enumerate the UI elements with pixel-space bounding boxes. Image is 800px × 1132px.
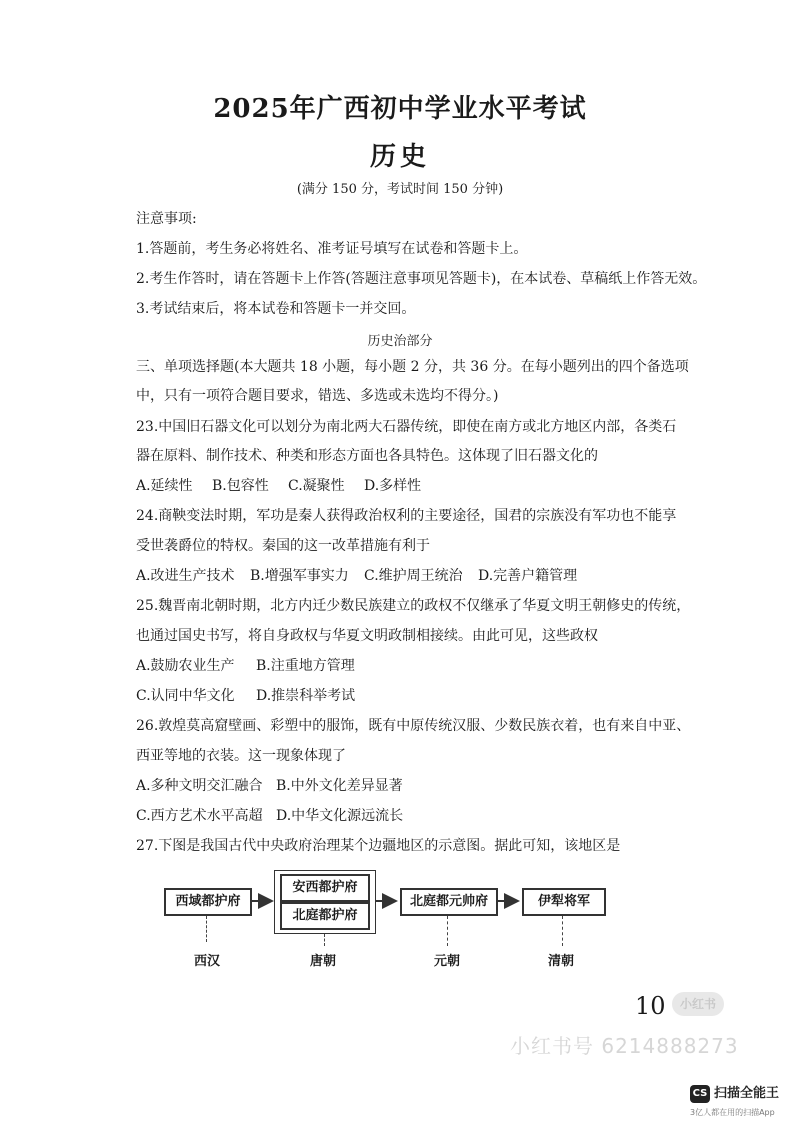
option-d: D.完善户籍管理 <box>478 568 578 584</box>
box-xiyu: 西域都护府 <box>164 888 252 916</box>
question-23-options <box>136 475 421 495</box>
option-b: B.包容性 <box>212 478 269 494</box>
option-c: C.认同中华文化 <box>136 688 235 704</box>
option-c: C.凝聚性 <box>288 478 345 494</box>
question-26-options <box>136 805 403 825</box>
question-27-stem: 27.下图是我国古代中央政府治理某个边疆地区的示意图。据此可知，该地区是 <box>136 838 621 854</box>
dash-line <box>324 934 325 946</box>
question-23-stem: 器在原料、制作技术、种类和形态方面也各具特色。这体现了旧石器文化的 <box>136 448 598 464</box>
box-yili: 伊犁将军 <box>522 888 606 916</box>
notice-item: 1.答题前，考生务必将姓名、准考证号填写在试卷和答题卡上。 <box>136 241 528 257</box>
section-instruction: 三、单项选择题(本大题共 18 小题，每小题 2 分，共 36 分。在每小题列出的四个备选项 <box>136 359 689 375</box>
dynasty-label: 元朝 <box>434 954 461 969</box>
option-a: A.改进生产技术 <box>136 568 235 584</box>
box-beiting-yuanshuai: 北庭都元帅府 <box>400 888 498 916</box>
box-anxi: 安西都护府 <box>280 874 370 902</box>
option-a: A.鼓励农业生产 <box>136 658 235 674</box>
option-b: B.中外文化差异显著 <box>276 778 403 794</box>
subject-title: 历史 <box>369 142 430 172</box>
notice-item: 2.考生作答时，请在答题卡上作答(答题注意事项见答题卡)，在本试卷、草稿纸上作答无效。 <box>136 271 707 287</box>
box-beiting: 北庭都护府 <box>280 902 370 930</box>
exam-title: 2025年广西初中学业水平考试 <box>213 94 587 124</box>
question-26-options <box>136 775 403 795</box>
option-a: A.多种文明交汇融合 <box>136 778 263 794</box>
question-24-stem: 受世袭爵位的特权。秦国的这一改革措施有利于 <box>136 538 430 554</box>
option-b: B.增强军事实力 <box>250 568 349 584</box>
question-26-stem: 26.敦煌莫高窟壁画、彩塑中的服饰，既有中原传统汉服、少数民族衣着，也有来自中亚、 <box>136 718 691 734</box>
option-c: C.西方艺术水平高超 <box>136 808 263 824</box>
option-d: D.推崇科举考试 <box>256 688 356 704</box>
option-c: C.维护周王统治 <box>364 568 463 584</box>
exam-info: (满分 150 分，考试时间 150 分钟) <box>296 182 504 197</box>
notice-item: 3.考试结束后，将本试卷和答题卡一并交回。 <box>136 301 416 317</box>
dash-line <box>562 916 563 946</box>
question-23-stem: 23.中国旧石器文化可以划分为南北两大石器传统，即使在南方或北方地区内部，各类石 <box>136 419 677 435</box>
notice-heading: 注意事项: <box>136 211 197 227</box>
dynasty-label: 西汉 <box>194 954 221 969</box>
question-26-stem: 西亚等地的衣装。这一现象体现了 <box>136 748 346 764</box>
question-25-options <box>136 655 355 675</box>
option-a: A.延续性 <box>136 478 193 494</box>
question-25-stem: 25.魏晋南北朝时期，北方内迁少数民族建立的政权不仅继承了华夏文明王朝修史的传统， <box>136 598 691 614</box>
question-24-options <box>136 565 577 585</box>
option-b: B.注重地方管理 <box>256 658 355 674</box>
dynasty-label: 清朝 <box>548 954 575 969</box>
scanner-slogan: 3亿人都在用的扫描App <box>690 1108 775 1117</box>
section-instruction: 中，只有一项符合题目要求，错选、多选或未选均不得分。) <box>136 388 499 404</box>
dash-line <box>206 916 207 942</box>
camscanner-icon: CS <box>690 1085 710 1103</box>
option-d: D.多样性 <box>364 478 422 494</box>
dash-line <box>447 916 448 946</box>
question-25-options <box>136 685 355 705</box>
page-number: 10 <box>635 992 666 1020</box>
question-25-stem: 也通过国史书写，将自身政权与华夏文明政制相接续。由此可见，这些政权 <box>136 628 598 644</box>
watermark-logo: 小红书 <box>672 992 724 1016</box>
governance-diagram <box>160 858 620 978</box>
scanner-name: 扫描全能王 <box>714 1086 780 1101</box>
watermark-id: 小红书号 6214888273 <box>510 1034 739 1058</box>
section-title: 历史治部分 <box>367 334 433 349</box>
question-24-stem: 24.商鞅变法时期，军功是秦人获得政治权利的主要途径，国君的宗族没有军功也不能享 <box>136 508 677 524</box>
option-d: D.中华文化源远流长 <box>276 808 404 824</box>
dynasty-label: 唐朝 <box>310 954 337 969</box>
